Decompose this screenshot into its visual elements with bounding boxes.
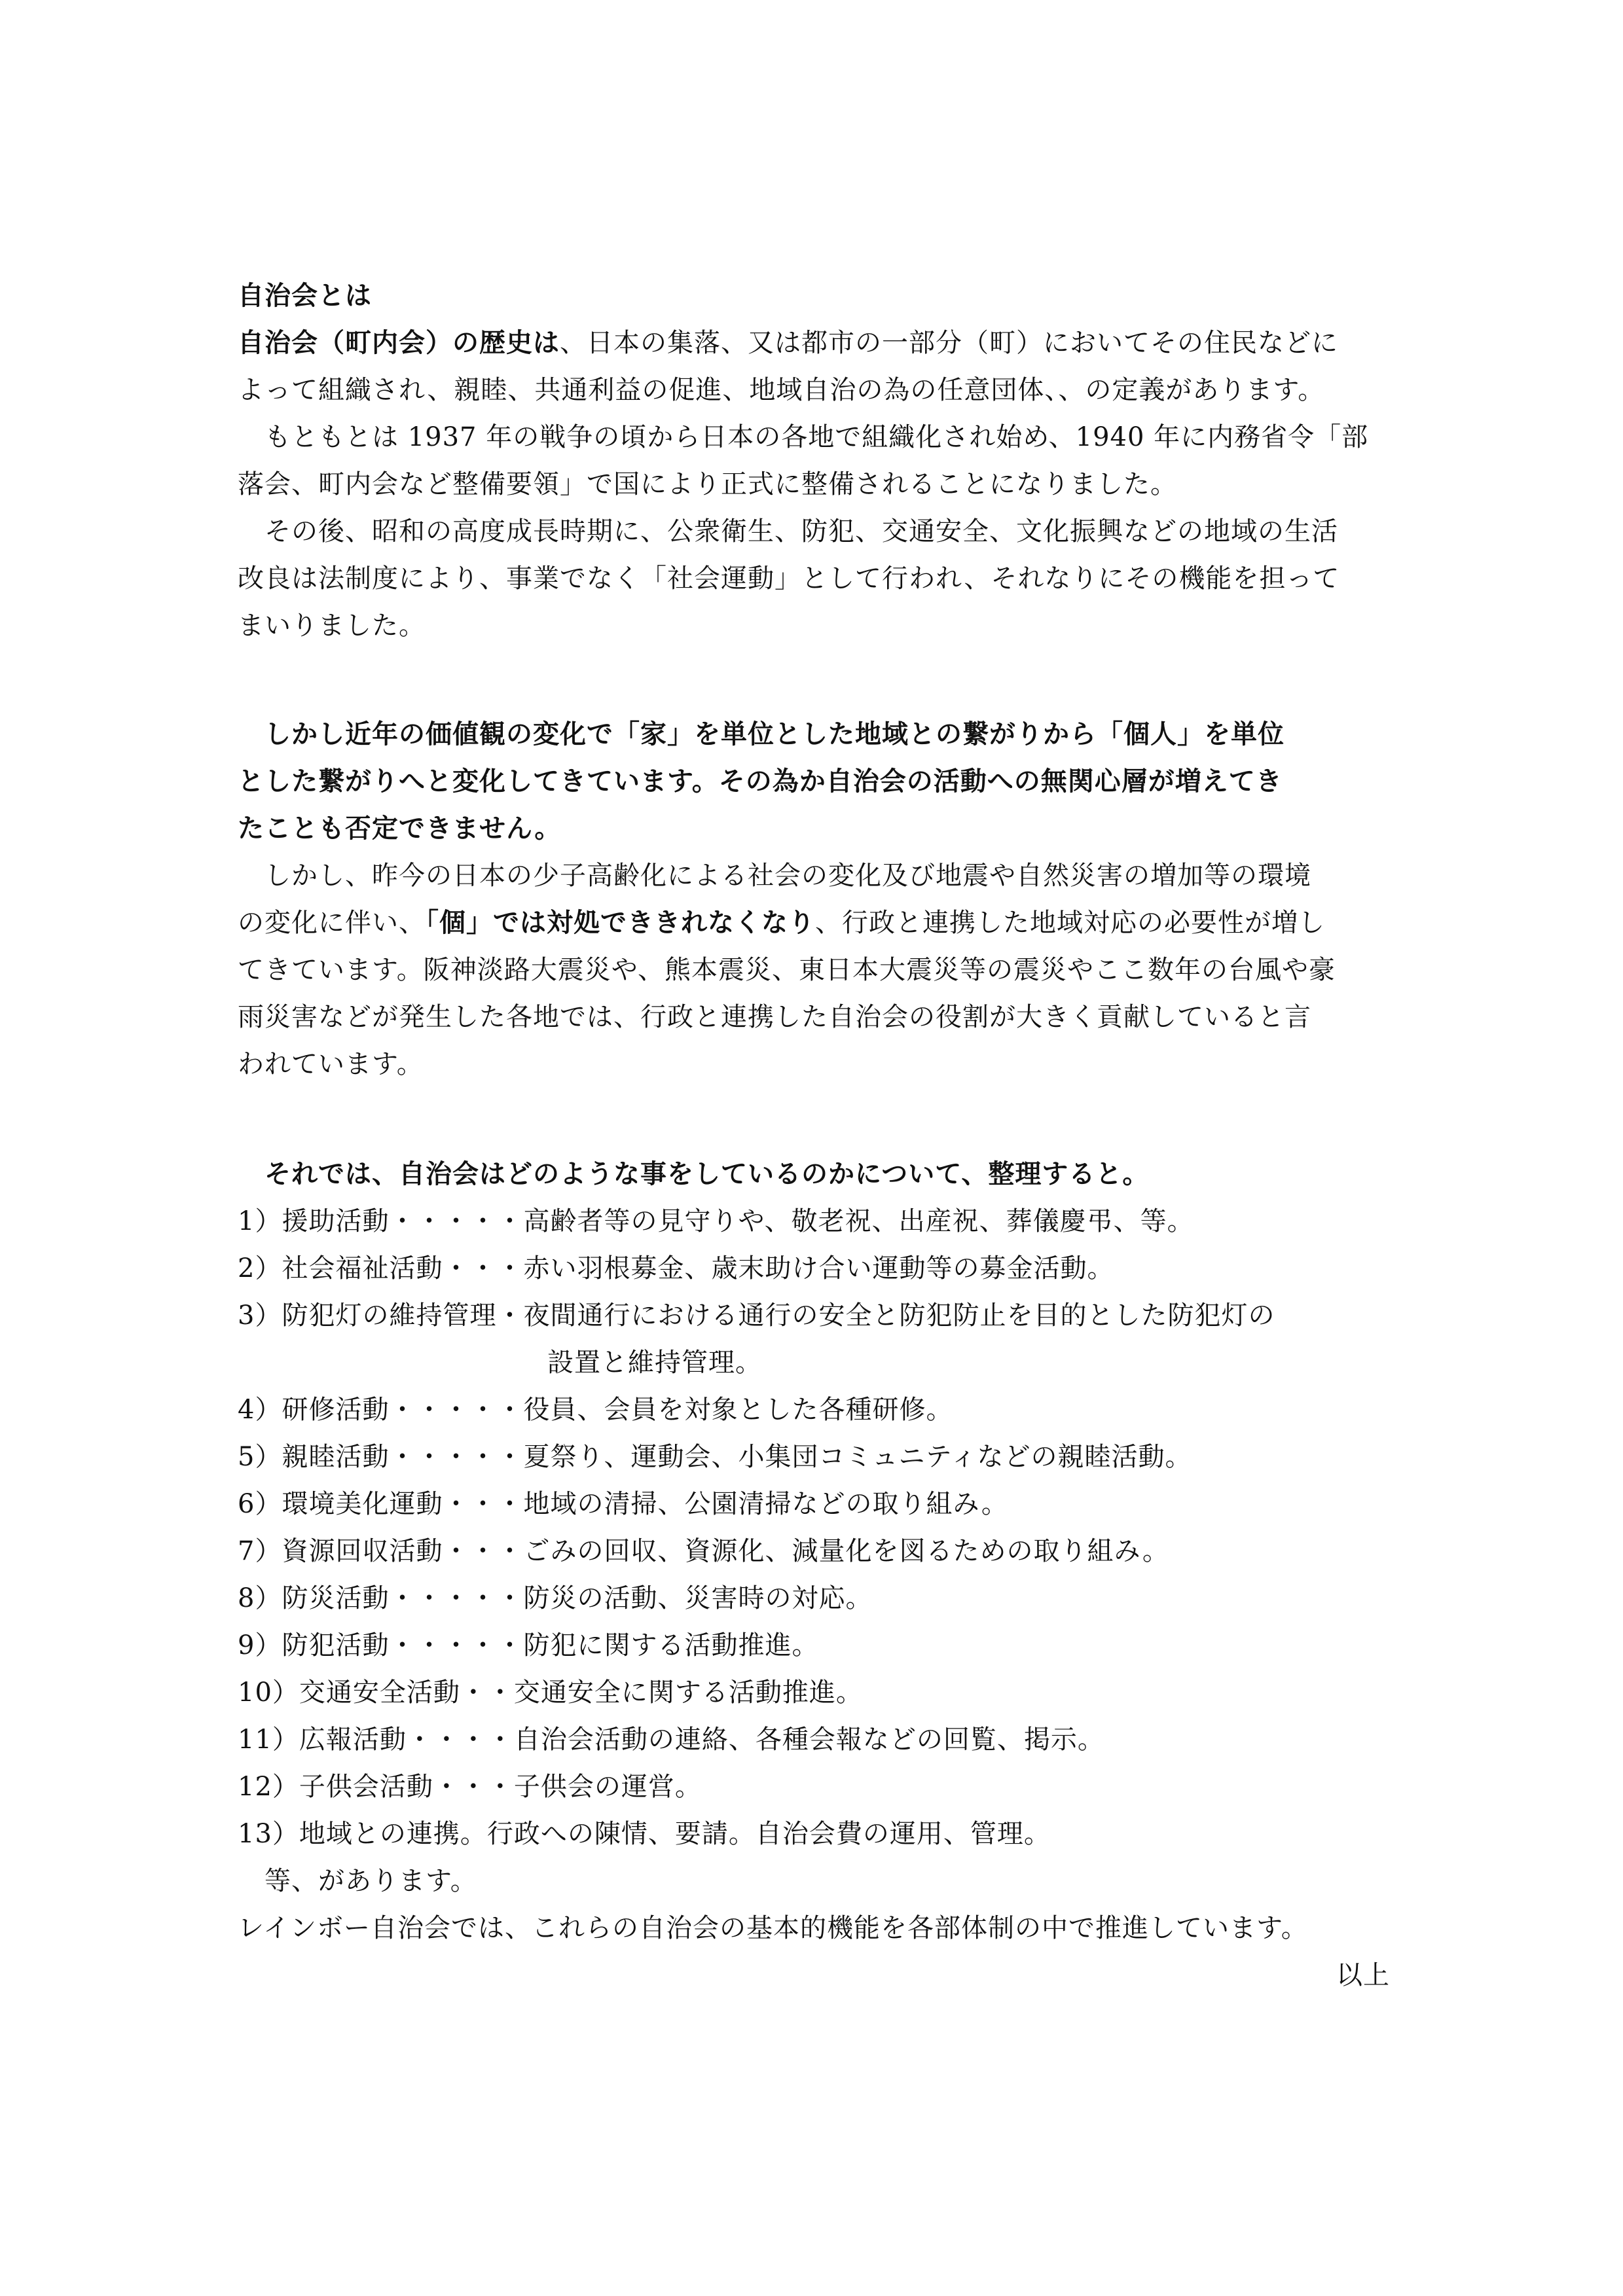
change-line-8: われています。 xyxy=(238,1049,424,1079)
change-line-5-pre: の変化に伴い、 xyxy=(238,908,426,938)
end-mark: 以上 xyxy=(1336,1960,1390,1990)
intro-line-1 xyxy=(238,322,1390,364)
activity-item: 9）防犯活動・・・・・防犯に関する活動推進。 xyxy=(238,1630,819,1660)
change-line-5-post: 、行政と連携した地域対応の必要性が増し xyxy=(815,908,1325,938)
intro-bold-phrase: 自治会（町内会）の歴史は xyxy=(238,328,560,358)
activities-heading: それでは、自治会はどのような事をしているのかについて、整理すると。 xyxy=(238,1159,1150,1189)
intro-line-2: よって組織され、親睦、共通利益の促進、地域自治の為の任意団体、、の定義があります。 xyxy=(238,375,1325,405)
intro-line-6: 改良は法制度により、事業でなく「社会運動」として行われ、それなりにその機能を担って xyxy=(238,564,1340,594)
closing-line-2: レインボー自治会では、これらの自治会の基本的機能を各部体制の中で推進しています。 xyxy=(238,1913,1308,1943)
intro-line-3: もともとは 1937 年の戦争の頃から日本の各地で組織化され始め、1940 年に内務省令「部 xyxy=(238,422,1369,452)
intro-line-4: 落会、町内会など整備要領」で国により正式に整備されることになりました。 xyxy=(238,469,1177,499)
document-title: 自治会とは xyxy=(238,281,372,311)
change-line-6: てきています。阪神淡路大震災や、熊本震災、東日本大震災等の震災やここ数年の台風や豪 xyxy=(238,955,1336,985)
activity-item: 5）親睦活動・・・・・夏祭り、運動会、小集団コミュニティなどの親睦活動。 xyxy=(238,1442,1192,1472)
activity-item: 8）防災活動・・・・・防災の活動、災害時の対応。 xyxy=(238,1583,873,1613)
intro-line-1-rest: 、日本の集落、又は都市の一部分（町）においてその住民などに xyxy=(560,328,1338,358)
closing-line-1: 等、があります。 xyxy=(238,1866,477,1896)
change-bold-line-1: しかし近年の価値観の変化で「家」を単位とした地域との繋がりから「個人」を単位 xyxy=(238,719,1285,749)
activity-item: 4）研修活動・・・・・役員、会員を対象とした各種研修。 xyxy=(238,1395,953,1425)
change-bold-line-2: とした繋がりへと変化してきています。その為か自治会の活動への無関心層が増えてき xyxy=(238,766,1283,797)
activity-item: 3）防犯灯の維持管理・夜間通行における通行の安全と防犯防止を目的とした防犯灯の xyxy=(238,1300,1275,1331)
activity-item: 11）広報活動・・・・自治会活動の連絡、各種会報などの回覧、掲示。 xyxy=(238,1725,1104,1755)
change-line-4: しかし、昨今の日本の少子高齢化による社会の変化及び地震や自然災害の増加等の環境 xyxy=(238,861,1311,891)
activity-item: 1）援助活動・・・・・高齢者等の見守りや、敬老祝、出産祝、葬儀慶弔、等。 xyxy=(238,1206,1194,1236)
activity-item-continuation: 設置と維持管理。 xyxy=(547,1348,762,1378)
activity-item: 12）子供会活動・・・子供会の運営。 xyxy=(238,1772,702,1802)
activity-item: 10）交通安全活動・・交通安全に関する活動推進。 xyxy=(238,1677,863,1708)
intro-line-5: その後、昭和の高度成長時期に、公衆衛生、防犯、交通安全、文化振興などの地域の生活 xyxy=(238,516,1338,547)
activity-item: 7）資源回収活動・・・ごみの回収、資源化、減量化を図るための取り組み。 xyxy=(238,1536,1169,1566)
change-bold-line-3: たことも否定できません。 xyxy=(238,814,562,844)
activity-item: 6）環境美化運動・・・地域の清掃、公園清掃などの取り組み。 xyxy=(238,1489,1008,1519)
change-line-5 xyxy=(238,902,1390,944)
intro-line-7: まいりました。 xyxy=(238,611,426,641)
activity-item: 2）社会福祉活動・・・赤い羽根募金、歳末助け合い運動等の募金活動。 xyxy=(238,1253,1114,1283)
activity-item: 13）地域との連携。行政への陳情、要請。自治会費の運用、管理。 xyxy=(238,1819,1051,1849)
change-line-5-bold: 「個」では対処でききれなくなり xyxy=(426,908,815,938)
change-line-7: 雨災害などが発生した各地では、行政と連携した自治会の役割が大きく貢献していると言 xyxy=(238,1002,1311,1032)
